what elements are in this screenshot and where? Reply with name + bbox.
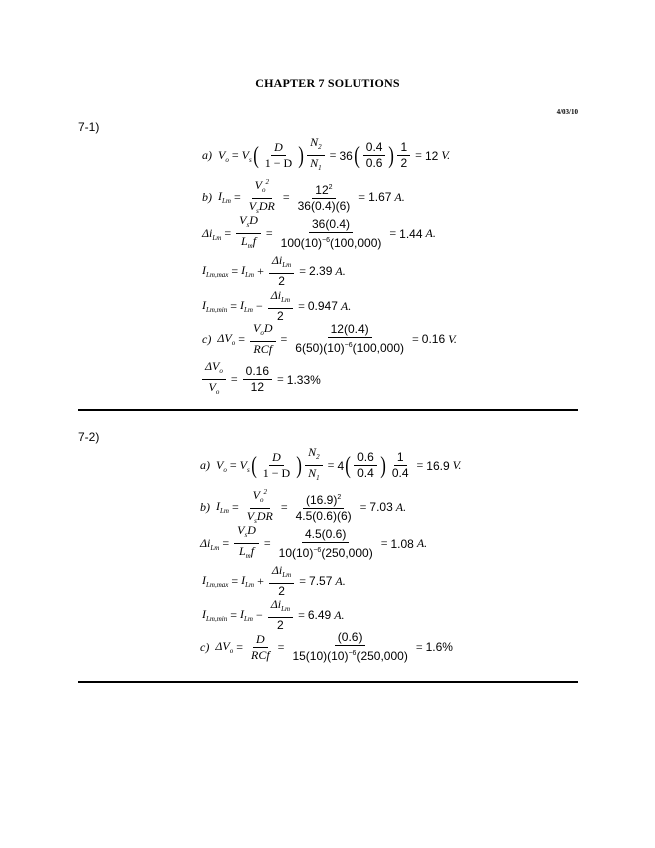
frac-den: 12: [250, 380, 265, 394]
frac-den: 0.4: [357, 466, 374, 480]
part-label: c): [200, 639, 210, 654]
frac-num: 36(0.4): [309, 218, 353, 233]
value-36: 36: [339, 148, 353, 163]
frac-num: 4.5(0.6): [302, 528, 349, 543]
frac-den: 15(10)(10): [292, 649, 349, 663]
result-value: 7.57: [309, 574, 333, 588]
frac-num: 0.16: [243, 365, 272, 380]
frac-num: 0.4: [363, 141, 386, 156]
part-label: a): [202, 148, 212, 162]
frac-den: 36(0.4)(6): [297, 199, 351, 213]
result-value: 7.03: [369, 500, 393, 514]
frac-num: D: [271, 141, 286, 156]
part-label: a): [200, 458, 210, 472]
part-label: b): [200, 499, 210, 514]
eq-7-1-c: c) $\Delta V_o$ = $\frac{V_oD}{\text{RCf}}$ = $\frac{12(0.4)}{6(50)(10)^{-6}(100,000)}$ = 0.16 V.: [202, 321, 457, 356]
frac-den: 6(50)(10): [295, 341, 345, 355]
eq-7-2-i-max: $I_{Lm,max}$ = $I_{Lm}$ + $\frac{\Delta i_{Lm}}{2}$ = 7.57 A.: [202, 563, 346, 598]
result-value: 0.16: [421, 332, 446, 346]
n1-symbol: N: [310, 156, 319, 170]
n2-symbol: N: [310, 135, 319, 149]
frac-den: 10(10): [278, 545, 314, 560]
section-divider: [78, 409, 578, 411]
problem-label-7-1: 7-1): [78, 120, 100, 134]
frac-den: 1 − D: [264, 156, 293, 170]
result-value: 1.6%: [425, 640, 453, 654]
value-4: 4: [337, 458, 345, 473]
frac-den: 0.6: [365, 156, 383, 170]
result-value: 6.49: [307, 608, 332, 622]
result-value: 12: [424, 148, 439, 163]
frac-num: 1: [397, 141, 410, 156]
frac-den-part: (250,000): [356, 649, 408, 663]
page-title: CHAPTER 7 SOLUTIONS: [255, 76, 400, 90]
eq-7-1-a: a) $V_o$ = $V_s$ ( $\frac{D}{1 - D}$ ) $\frac{N_2}{N_1}$ = 36 ( $\frac{0.4}{0.6}$ ) $\frac{1}{2}$ = 12 V.: [202, 135, 451, 172]
result-value: 1.33%: [286, 372, 321, 387]
frac-den: 4.5(0.6)(6): [295, 509, 352, 523]
frac-num: 12(0.4): [328, 323, 372, 338]
eq-7-1-i-max: $I_{Lm,max}$ = $I_{Lm}$ + $\frac{\Delta i_{Lm}}{2}$ = 2.39 A.: [202, 253, 346, 288]
frac-den: 100(10): [280, 235, 323, 250]
frac-num: (16.9): [305, 493, 338, 507]
eq-7-2-i-min: $I_{Lm,min}$ = $I_{Lm}$ − $\frac{\Delta i_{Lm}}{2}$ = 6.49 A.: [202, 597, 345, 632]
eq-7-2-b: b) $I_{Lm}$ = $\frac{V_o^2}{V_sDR}$ = $\frac{(16.9)^2}{4.5(0.6)(6)}$ = 7.03 A.: [200, 488, 407, 525]
frac-den-part: (100,000): [352, 341, 404, 355]
result-value: 0.947: [307, 299, 338, 313]
part-label: b): [202, 189, 212, 204]
frac-den: 0.4: [391, 466, 409, 480]
problem-label-7-2: 7-2): [78, 430, 100, 444]
result-value: 1.44: [399, 226, 423, 241]
result-value: 16.9: [426, 458, 450, 473]
result-value: 1.67: [368, 190, 392, 204]
value-12: 12: [315, 183, 329, 197]
frac-num: (0.6): [335, 631, 366, 646]
eq-7-2-delta-i: $\Delta i_{Lm}$ = $\frac{V_sD}{L_mf}$ = $\frac{4.5(0.6)}{10(10)^{-6}(250,000)}$ = 1.08 A.: [200, 523, 428, 560]
result-value: 2.39: [309, 264, 333, 278]
eq-7-1-b: b) $I_{Lm}$ = $\frac{V_o^2}{V_sDR}$ = $\frac{12^2}{36(0.4)(6)}$ = 1.67 A.: [202, 178, 405, 215]
frac-den: 2: [400, 156, 408, 170]
eq-7-1-i-min: $I_{Lm,min}$ = $I_{Lm}$ − $\frac{\Delta i_{Lm}}{2}$ = 0.947 A.: [202, 288, 352, 323]
eq-7-2-c: c) $\Delta V_o$ = $\frac{D}{\text{RCf}}$ = $\frac{(0.6)}{15(10)(10)^{-6}(250,000)}$ = 1.6%: [200, 630, 453, 663]
frac-den-part: (100,000): [330, 235, 382, 250]
frac-num: 1: [394, 451, 407, 466]
eq-7-2-a: a) $V_o$ = $V_s$ ( $\frac{D}{1 - D}$ ) $\frac{N_2}{N_1}$ = 4 ( $\frac{0.6}{0.4}$ ) $\frac{1}{0.4}$ = 16.9 V.: [200, 445, 462, 482]
eq-7-1-delta-i: $\Delta i_{Lm}$ = $\frac{V_sD}{L_mf}$ = $\frac{36(0.4)}{100(10)^{-6}(100,000)}$ = 1.44 A.: [202, 213, 436, 250]
eq-7-1-ratio: $\frac{\Delta V_o}{V_o}$ = $\frac{0.16}{12}$ = 1.33%: [200, 360, 321, 399]
section-divider: [78, 681, 578, 683]
frac-num: 0.6: [354, 451, 377, 466]
date-stamp: 4/03/10: [556, 108, 578, 116]
result-value: 1.08: [390, 536, 414, 551]
frac-den-part: (250,000): [321, 545, 373, 560]
part-label: c): [202, 331, 212, 346]
